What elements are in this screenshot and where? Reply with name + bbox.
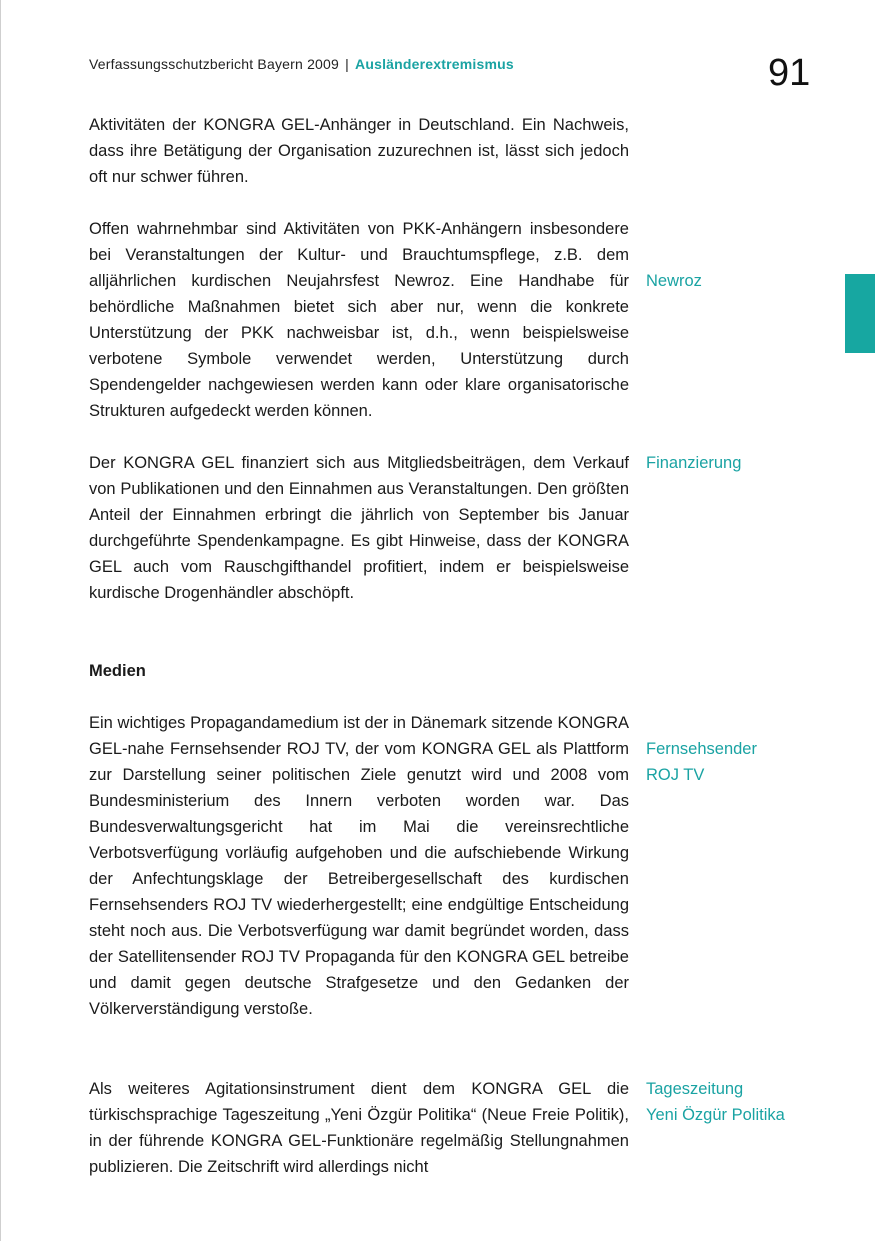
page-edge-rule [0, 0, 1, 1241]
paragraph-1: Aktivitäten der KONGRA GEL-Anhänger in Deutschland. Ein Nachweis, dass ihre Betätigung der Organisation zuzurechnen ist, lässt sich jedoch oft nur schwer führen. [89, 116, 629, 186]
margin-note-newroz [646, 268, 846, 294]
margin-note-fernsehsender [646, 736, 846, 788]
margin-note-tageszeitung [646, 1076, 846, 1128]
paragraph-2: Offen wahrnehmbar sind Aktivitäten von PKK-Anhängern insbesondere bei Veranstaltungen der Kultur- und Brauchtumspflege, z.B. dem alljährlichen kurdischen Neujahrsfest Newroz. Eine Handhabe für behördliche Maßnahmen bietet sich aber nur, wenn die konkrete Unterstützung der PKK nachweisbar ist, d.h., wenn beispielsweise verbotene Symbole verwendet werden, Unterstützung durch Spendengelder nachgewiesen werden kann oder klare organisatorische Strukturen aufgedeckt werden können. [89, 220, 629, 420]
section-heading-medien: Medien [89, 662, 146, 680]
margin-note-finanzierung [646, 450, 846, 476]
margin-note-fernsehsender-line1: Fernsehsender [646, 740, 757, 758]
margin-note-tageszeitung-line1: Tageszeitung [646, 1080, 744, 1098]
paragraph-5: Als weiteres Agitationsinstrument dient dem KONGRA GEL die türkischsprachige Tageszeitung „Yeni Özgür Politika“ (Neue Freie Politik), in der führende KONGRA GEL-Funktionäre regelmäßig Stellungnahmen publizieren. Die Zeitschrift wird allerdings nicht [89, 1080, 629, 1176]
section-title: Ausländerextremismus [355, 56, 514, 72]
margin-note-finanzierung-text: Finanzierung [646, 454, 742, 472]
margin-note-fernsehsender-line2: ROJ TV [646, 766, 705, 784]
running-header [89, 56, 514, 72]
chapter-tab-marker [845, 274, 875, 353]
margin-note-newroz-text: Newroz [646, 272, 702, 290]
paragraph-4: Ein wichtiges Propagandamedium ist der in Dänemark sitzende KONGRA GEL-nahe Fernsehsender ROJ TV, der vom KONGRA GEL als Plattform zur Darstellung seiner politischen Ziele genutzt wird und 2008 vom Bundesministerium des Innern verboten worden war. Das Bundesverwaltungsgericht hat im Mai die vereinsrechtliche Verbotsverfügung vorläufig aufgehoben und die aufschiebende Wirkung der Anfechtungsklage der Betreibergesellschaft des kurdischen Fernsehsenders ROJ TV wiederhergestellt; eine endgültige Entscheidung steht noch aus. Die Verbotsverfügung war damit begründet worden, dass der Satellitensender ROJ TV Propaganda für den KONGRA GEL betreibe und damit gegen deutsche Strafgesetze und den Gedanken der Völkerverständigung verstoße. [89, 714, 629, 1018]
margin-note-tageszeitung-line2: Yeni Özgür Politika [646, 1106, 785, 1124]
page-number: 91 [768, 52, 811, 94]
report-title: Verfassungsschutzbericht Bayern 2009 [89, 56, 340, 72]
header-separator: | [345, 56, 349, 72]
paragraph-3: Der KONGRA GEL finanziert sich aus Mitgliedsbeiträgen, dem Verkauf von Publikationen und den Einnahmen aus Veranstaltungen. Den größten Anteil der Einnahmen erbringt die jährlich von September bis Januar durchgeführte Spendenkampagne. Es gibt Hinweise, dass der KONGRA GEL auch vom Rauschgifthandel profitiert, indem er beispielsweise kurdische Drogenhändler abschöpft. [89, 454, 629, 602]
